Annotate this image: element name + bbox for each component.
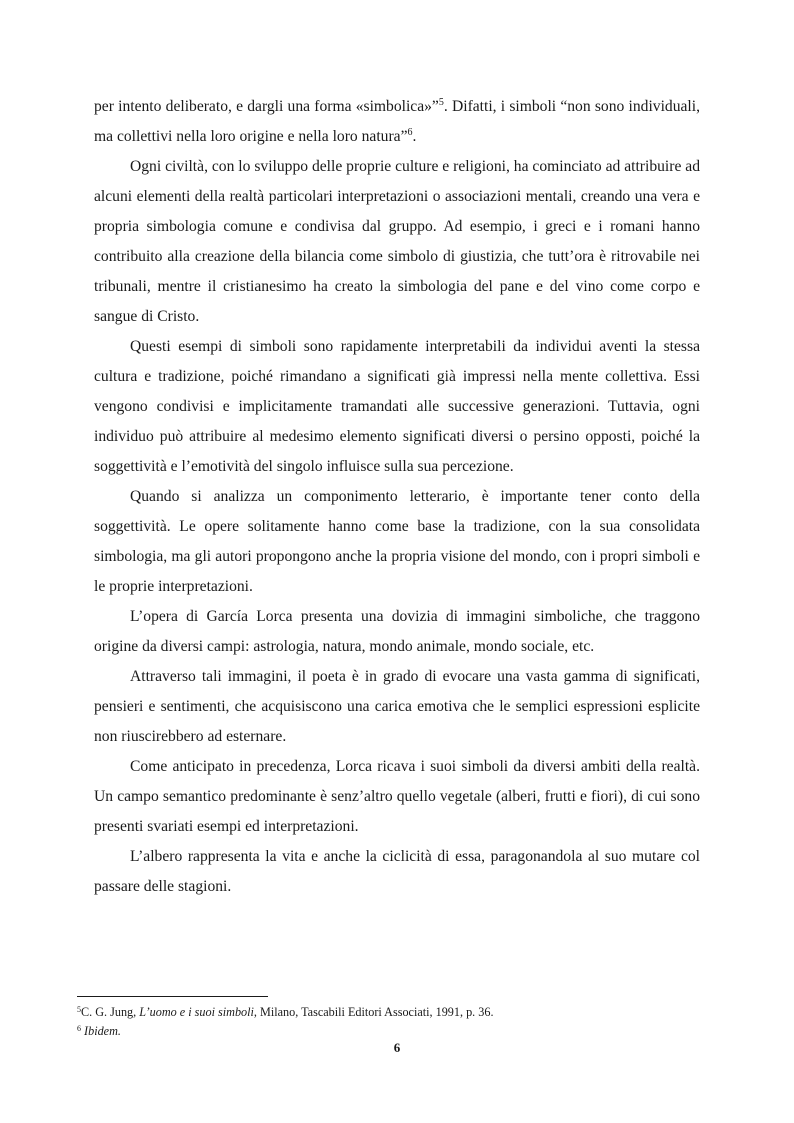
footnote-book-title: L’uomo e i suoi simboli <box>139 1005 254 1019</box>
paragraph: L’opera di García Lorca presenta una dovizia di immagini simboliche, che traggono origine da diversi campi: astrologia, natura, mondo animale, mondo sociale, etc. <box>94 608 700 655</box>
paragraph: Quando si analizza un componimento letterario, è importante tener conto della soggettività. Le opere solitamente hanno come base la tradizione, con la sua consolidata simbologia, ma gli autori propongono anche la propria visione del mondo, con i propri simboli e le proprie interpretazioni. <box>94 488 700 595</box>
paragraph: L’albero rappresenta la vita e anche la ciclicità di essa, paragonandola al suo mutare col passare delle stagioni. <box>94 848 700 895</box>
footnotes <box>77 1003 717 1041</box>
body-text <box>94 92 700 902</box>
paragraph: Questi esempi di simboli sono rapidamente interpretabili da individui aventi la stessa cultura e tradizione, poiché rimandano a significati già impressi nella mente collettiva. Essi vengono condivisi e implicitamente tramandati alle successive generazioni. Tuttavia, ogni individuo può attribuire al medesimo elemento significati diversi o persino opposti, poiché la soggettività e l’emotività del singolo influisce sulla sua percezione. <box>94 338 700 475</box>
footnote-6: $^6$ Ibidem. <box>77 1024 121 1038</box>
paragraph: Come anticipato in precedenza, Lorca ricava i suoi simboli da diversi ambiti della realtà. Un campo semantico predominante è senz’altro quello vegetale (alberi, frutti e fiori), di cui sono presenti svariati esempi ed interpretazioni. <box>94 758 700 835</box>
paragraph: Attraverso tali immagini, il poeta è in grado di evocare una vasta gamma di significati, pensieri e sentimenti, che acquisiscono una carica emotiva che le semplici espressioni esplicite non riuscirebbero ad esternare. <box>94 668 700 745</box>
paragraph: Ogni civiltà, con lo sviluppo delle proprie culture e religioni, ha cominciato ad attribuire ad alcuni elementi della realtà particolari interpretazioni o associazioni mentali, creando una vera e propria simbologia comune e condivisa dal gruppo. Ad esempio, i greci e i romani hanno contribuito alla creazione della bilancia come simbolo di giustizia, che tutt’ora è ritrovabile nei tribunali, mentre il cristianesimo ha creato la simbologia del pane e del vino come corpo e sangue di Cristo. <box>94 158 700 325</box>
footnote-5: $^5$C. G. Jung, L’uomo e i suoi simboli, Milano, Tascabili Editori Associati, 1991, p. 36. <box>77 1005 494 1019</box>
footnote-ref-6: 6 <box>407 127 413 138</box>
footnote-ref-5: 5 <box>438 97 444 108</box>
footnote-separator <box>77 996 268 997</box>
paragraph-continuation: per intento deliberato, e dargli una forma «simbolica»”$^5$. Difatti, i simboli “non sono individuali, ma collettivi nella loro origine e nella loro natura”$^6$. <box>94 97 700 145</box>
page-number: 6 <box>393 1040 401 1055</box>
